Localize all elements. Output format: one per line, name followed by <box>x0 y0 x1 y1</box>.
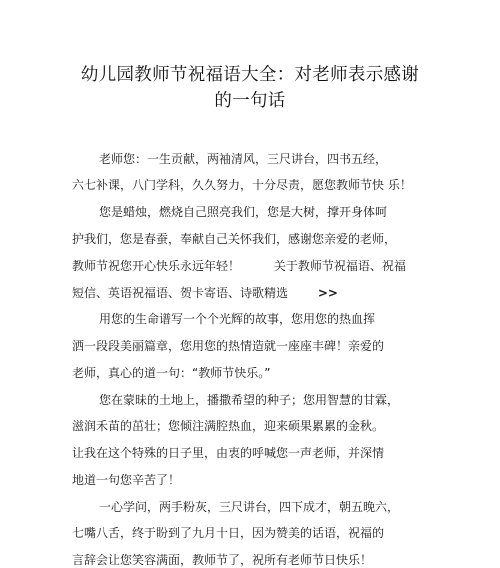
body-line: 您在蒙昧的土地上，播撒希望的种子；您用智慧的甘霖， <box>99 393 400 407</box>
body-line: 地道一句您辛苦了！ <box>72 473 181 487</box>
article-title-line-2: 的一句话 <box>214 91 286 111</box>
body-line: 您是蜡烛，燃烧自己照亮我们，您是大树，撑开身体呵 <box>99 205 388 219</box>
body-line: 老师您：一生贡献，两袖清风，三尺讲台，四书五经， <box>99 152 388 166</box>
related-articles-link[interactable]: 关于教师节祝福语、祝福 <box>273 259 406 273</box>
body-line: 滋润禾苗的茁壮；您倾注满腔热血，迎来硕果累累的金秋。 <box>72 419 385 433</box>
body-line: 用您的生命谱写一个个光辉的故事，您用您的热血挥 <box>99 312 376 326</box>
body-line: 短信、英语祝福语、贺卡寄语、诗歌精选 >> <box>72 286 338 300</box>
body-line: 护我们，您是春蚕，奉献自己关怀我们，感谢您亲爱的老师， <box>72 232 397 246</box>
body-line: 洒一段段美丽篇章，您用您的热情造就一座座丰碑！亲爱的 <box>72 339 385 353</box>
body-line: 老师，真心的道一句：“教师节快乐。” <box>72 366 271 380</box>
body-line: 言辞会让您笑容满面，教师节了，祝所有老师节日快乐！ <box>72 553 373 567</box>
body-line: 让我在这个特殊的日子里，由衷的呼喊您一声老师，并深情 <box>72 446 385 460</box>
body-line: 教师节祝您开心快乐永远年轻！ 关于教师节祝福语、祝福 <box>72 259 406 273</box>
body-line: 六七补课，八门学科，久久努力，十分尽责，愿您教师节快 乐！ <box>72 178 412 192</box>
more-arrow-link[interactable]: >> <box>317 286 338 300</box>
article-title-line-1: 幼儿园教师节祝福语大全：对老师表示感谢 <box>80 65 420 85</box>
body-line: 一心学问，两手粉灰，三尺讲台，四下成才，朝五晚六， <box>99 500 400 514</box>
body-line: 七嘴八舌，终于盼到了九月十日，因为赞美的话语，祝福的 <box>72 526 385 540</box>
